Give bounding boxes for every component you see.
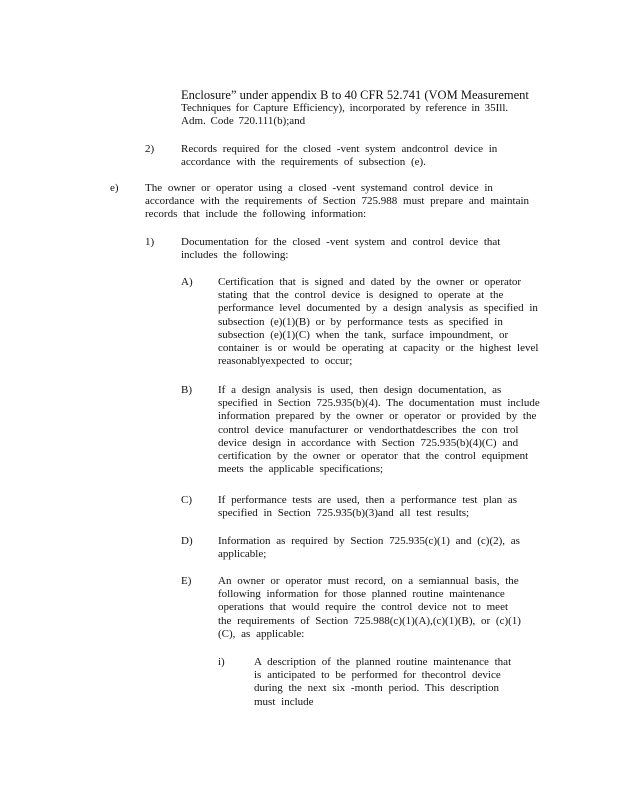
item-d2-marker: 2) [145,143,155,155]
item-C-text: If performance tests are used, then a performance test plan as specified in Section 725.935(b)(3)and all test results; [218,494,518,520]
item-e-text: The owner or operator using a closed -vent systemand control device in accordance with the requirements of Section 725.988 must prepare and maintain records that include the following information: [145,182,530,221]
item-A-text: Certification that is signed and dated by the owner or operator stating that the control device is designed to operate at the performance level documented by a design analysis as specified in subsection (e)(1)(B) or by performance tests as specified in subsection (e)(1)(C) when the tank, surface impoundment, or container is or would be operating at capacity or the highest level reasonablyexpected to occur; [218,276,539,368]
item-B-marker: B) [181,384,192,396]
continuation-line-1: Enclosure” under appendix B to 40 CFR 52.741 (VOM Measurement [181,88,529,102]
item-A-marker: A) [181,276,193,288]
item-d2-text: Records required for the closed -vent system andcontrol device in accordance with the requirements of subsection (e). [181,143,498,169]
item-i-text: A description of the planned routine maintenance that is anticipated to be performed for thecontrol device during the next six -month period. This description must include [254,656,512,708]
item-E-marker: E) [181,575,192,587]
item-B-text: If a design analysis is used, then design documentation, as specified in Section 725.935(b)(4). The documentation must include information prepared by the owner or operator or provided by the control device manufacturer or vendorthatdescribes the con trol device design in accordance with Section 725.935(b)(4)(C) and certification by the owner or operator that the control equipment meets the applicable specifications; [218,384,540,476]
item-D-text: Information as required by Section 725.935(c)(1) and (c)(2), as applicable; [218,535,520,561]
item-E-text: An owner or operator must record, on a semiannual basis, the following information for those planned routine maintenance operations that would require the control device not to meet the requirements of Section 725.988(c)(1)(A),(c)(1)(B), or (c)(1)(C), as applicable: [218,575,521,640]
item-e1-marker: 1) [145,236,155,248]
continuation-text: Techniques for Capture Efficiency), incorporated by reference in 35Ill. Adm. Code 720.111(b);and [181,102,509,128]
item-i-marker: i) [218,656,225,668]
item-e-marker: e) [110,182,119,194]
item-e1-text: Documentation for the closed -vent system and control device that includes the following: [181,236,501,262]
item-D-marker: D) [181,535,193,547]
item-C-marker: C) [181,494,192,506]
